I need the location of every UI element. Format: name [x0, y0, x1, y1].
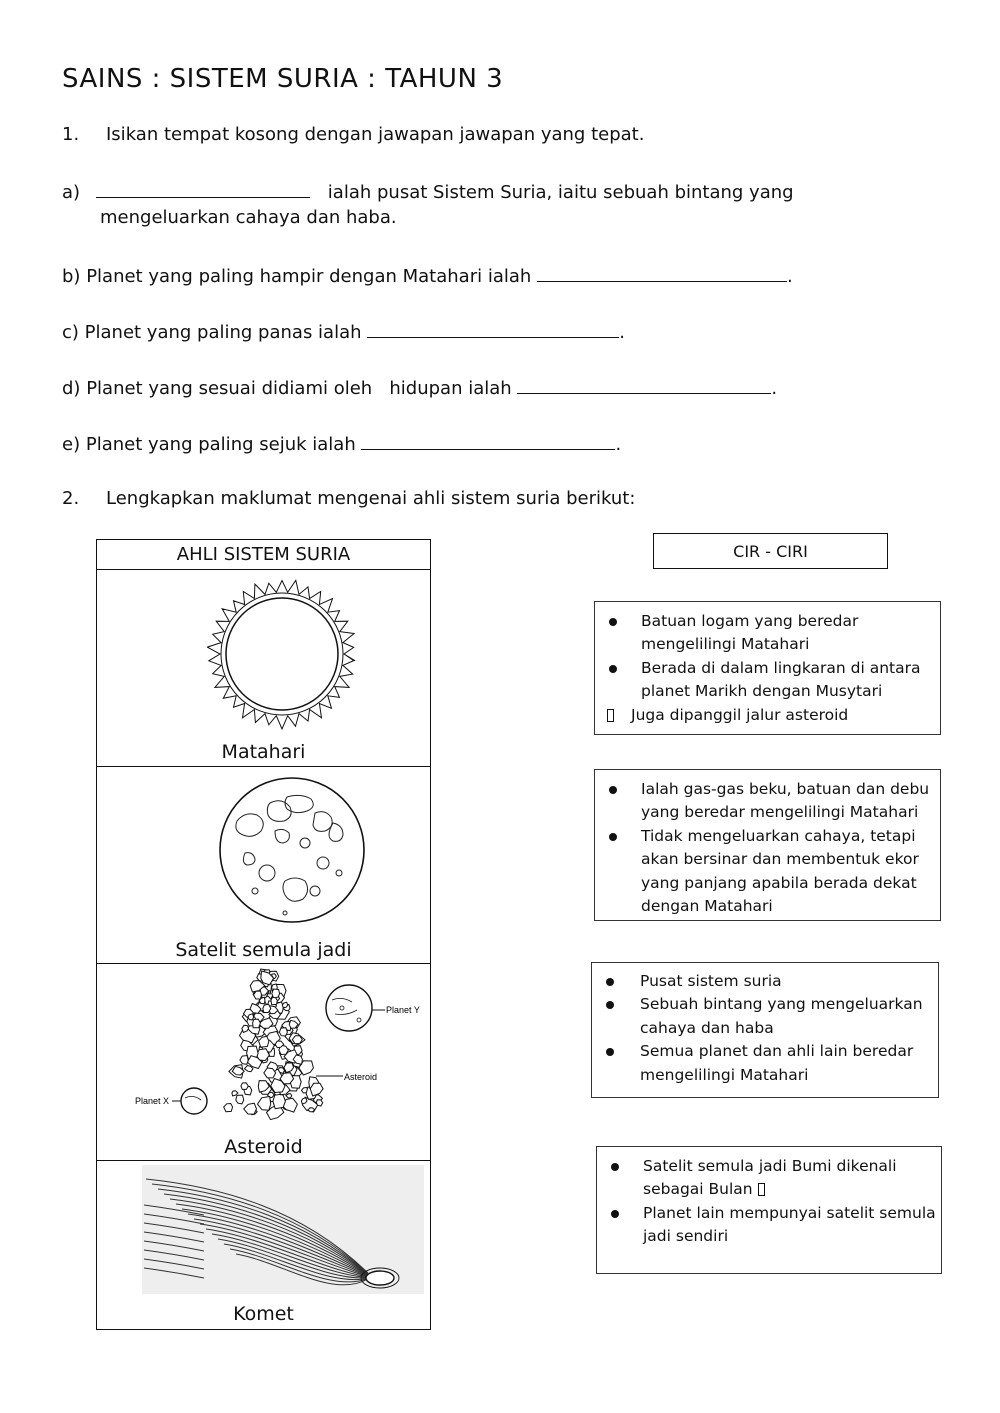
table-row-label: Matahari [221, 741, 306, 763]
q1d-answer-blank[interactable] [517, 375, 771, 394]
asteroid-annotation: Asteroid [344, 1072, 378, 1082]
q1-instruction-line [62, 124, 644, 145]
cir-box-3[interactable] [591, 962, 939, 1098]
q1b-label: b) [62, 266, 81, 287]
missing-glyph-icon [758, 1183, 765, 1196]
q1b-answer-blank[interactable] [537, 263, 787, 282]
comet-icon [142, 1165, 424, 1294]
list-item: Satelit semula jadi Bumi dikenali sebagai Bulan [597, 1155, 941, 1202]
list-item: Juga dipanggil jalur asteroid [595, 704, 940, 727]
cir-box-2[interactable] [594, 769, 941, 921]
missing-glyph-icon [607, 709, 614, 722]
members-table [96, 539, 431, 1330]
list-item: Batuan logam yang beredar mengelilingi Matahari [595, 610, 940, 657]
planet-x-label: Planet X [135, 1096, 170, 1106]
q1-number: 1. [62, 124, 80, 145]
members-table-header: AHLI SISTEM SURIA [97, 540, 430, 570]
q1d-end: . [771, 378, 778, 399]
q1d-label: d) [62, 378, 81, 399]
q1a-line [62, 179, 794, 203]
q1c-text: Planet yang paling panas ialah [84, 322, 362, 343]
q1a-text: ialah pusat Sistem Suria, iaitu sebuah bintang yang [327, 182, 794, 203]
planet-y-icon [326, 985, 372, 1031]
list-item: Ialah gas-gas beku, batuan dan debu yang beredar mengelilingi Matahari [595, 778, 940, 825]
q1c-line [62, 319, 625, 343]
q1c-end: . [619, 322, 625, 343]
list-item: Pusat sistem suria [592, 970, 938, 993]
table-row-comet [97, 1161, 430, 1329]
asteroid-diagram [127, 968, 437, 1128]
q1b-text: Planet yang paling hampir dengan Matahari ialah [86, 266, 532, 287]
page-title: SAINS : SISTEM SURIA : TAHUN 3 [62, 64, 504, 94]
table-row-label: Satelit semula jadi [175, 939, 352, 961]
q1b-line [62, 263, 793, 287]
q1c-answer-blank[interactable] [367, 319, 619, 338]
q1a-answer-blank[interactable] [96, 179, 310, 198]
q1e-label: e) [62, 434, 81, 455]
q1a-text-cont: mengeluarkan cahaya dan haba. [100, 207, 397, 228]
q1a-label: a) [62, 182, 81, 203]
q1e-line [62, 431, 621, 455]
q1e-answer-blank[interactable] [361, 431, 615, 450]
sun-icon [207, 577, 357, 731]
q1-instruction: Isikan tempat kosong dengan jawapan jawapan yang tepat. [106, 124, 645, 145]
q1d-line [62, 375, 777, 399]
list-item: Planet lain mempunyai satelit semula jadi sendiri [597, 1202, 941, 1249]
list-item: Tidak mengeluarkan cahaya, tetapi akan bersinar dan membentuk ekor yang panjang apabila berada dekat dengan Matahari [595, 825, 940, 919]
q2-instruction-line [62, 488, 635, 509]
table-row-label: Asteroid [224, 1136, 303, 1158]
planet-y-label: Planet Y [386, 1005, 420, 1015]
cir-box-4[interactable] [596, 1146, 942, 1274]
table-row-asteroid [97, 964, 430, 1161]
table-row-label: Komet [233, 1303, 294, 1325]
q1e-end: . [615, 434, 622, 455]
q2-instruction: Lengkapkan maklumat mengenai ahli sistem suria berikut: [106, 488, 636, 509]
list-item: Semua planet dan ahli lain beredar mengelilingi Matahari [592, 1040, 938, 1087]
table-row-moon [97, 767, 430, 964]
q1e-text: Planet yang paling sejuk ialah [85, 434, 356, 455]
planet-x-icon [181, 1088, 207, 1114]
list-item: Sebuah bintang yang mengeluarkan cahaya dan haba [592, 993, 938, 1040]
list-item: Berada di dalam lingkaran di antara planet Marikh dengan Musytari [595, 657, 940, 704]
q1c-label: c) [62, 322, 79, 343]
q2-number: 2. [62, 488, 80, 509]
q1d-text: Planet yang sesuai didiami oleh hidupan ialah [86, 378, 512, 399]
cir-ciri-header: CIR - CIRI [653, 533, 888, 569]
cir-box-1[interactable] [594, 601, 941, 735]
q1b-end: . [787, 266, 793, 287]
table-row-sun [97, 569, 430, 767]
moon-icon [215, 773, 369, 927]
